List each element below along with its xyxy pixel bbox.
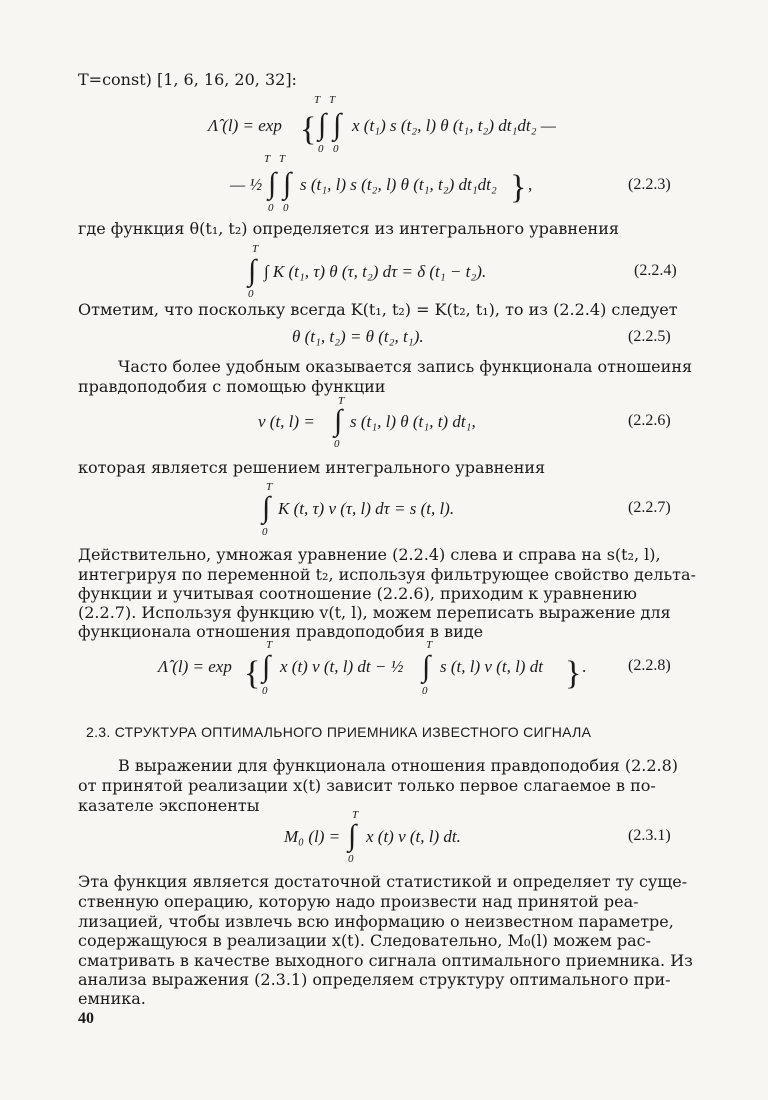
- paragraph-line: ственную операцию, которую надо произвести над принятой реа-: [78, 892, 639, 911]
- equation-number-2-2-4: (2.2.4): [634, 262, 677, 279]
- paragraph-line: емника.: [78, 989, 146, 1008]
- paragraph-line: (2.2.7). Используя функцию v(t, l), можем переписать выражение для: [78, 603, 671, 622]
- paragraph-line: от принятой реализации x(t) зависит только первое слагаемое в по-: [78, 776, 656, 795]
- svg-text:x (t₁) s (t₂, l) θ (t₁, t₂) dt: x (t₁) s (t₂, l) θ (t₁, t₂) dt₁dt₂ —: [352, 116, 556, 135]
- svg-text:0: 0: [334, 438, 340, 450]
- svg-text:∫: ∫: [333, 108, 342, 141]
- svg-text:0: 0: [422, 685, 428, 697]
- equation-number-2-2-6: (2.2.6): [628, 412, 671, 429]
- svg-text:T: T: [266, 639, 273, 651]
- svg-text:T: T: [264, 153, 271, 165]
- svg-text:s (t₁, l) s (t₂, l) θ (t₁, t₂): s (t₁, l) s (t₂, l) θ (t₁, t₂) dt₁dt₂: [300, 175, 497, 194]
- svg-text:∫: ∫: [318, 108, 327, 141]
- paragraph-line: В выражении для функционала отношения правдоподобия (2.2.8): [118, 756, 679, 775]
- paragraph-line: сматривать в качестве выходного сигнала оптимального приемника. Из: [78, 951, 693, 970]
- svg-text:.: .: [582, 657, 587, 676]
- svg-text:— ½: — ½: [230, 175, 263, 194]
- text-theta-definition: где функция θ(t₁, t₂) определяется из интегрального уравнения: [78, 219, 619, 238]
- svg-text:T: T: [279, 153, 286, 165]
- svg-text:0: 0: [262, 685, 268, 697]
- paragraph-line: лизацией, чтобы извлечь всю информацию о неизвестном параметре,: [78, 912, 674, 931]
- equation-2-2-4-text: ∫ K (t₁, τ) θ (τ, t₂) dτ = δ (t₁ − t₂).: [264, 262, 487, 281]
- svg-text:0: 0: [262, 526, 268, 538]
- svg-text:0: 0: [333, 143, 339, 155]
- svg-text:,: ,: [528, 175, 533, 194]
- paragraph-line: Эта функция является достаточной статистикой и определяет ту суще-: [78, 872, 688, 891]
- equation-number-2-3-1: (2.3.1): [628, 827, 671, 844]
- svg-text:0: 0: [318, 143, 324, 155]
- svg-text:0: 0: [283, 202, 289, 214]
- svg-text:∫: ∫: [422, 650, 431, 683]
- svg-text:{: {: [244, 655, 261, 692]
- svg-text:}: }: [510, 169, 527, 206]
- intro-line: T=const) [1, 6, 16, 20, 32]:: [78, 70, 297, 89]
- text-solution: которая является решением интегрального уравнения: [78, 458, 546, 477]
- section-heading: 2.3. СТРУКТУРА ОПТИМАЛЬНОГО ПРИЕМНИКА ИЗВЕСТНОГО СИГНАЛА: [86, 724, 592, 740]
- svg-text:0: 0: [248, 288, 254, 300]
- equation-2-2-5: θ (t₁, t₂) = θ (t₂, t₁).: [292, 327, 424, 346]
- svg-text:v (t, l) =: v (t, l) =: [258, 412, 315, 431]
- svg-text:{: {: [300, 111, 317, 148]
- svg-text:s (t, l) v (t, l) dt: s (t, l) v (t, l) dt: [440, 657, 543, 676]
- page-number: 40: [78, 1010, 94, 1027]
- svg-text:K (t, τ) v (τ, l) dτ = s (t, l: K (t, τ) v (τ, l) dτ = s (t, l).: [278, 499, 455, 518]
- svg-text:∫: ∫: [334, 404, 343, 437]
- svg-text:M₀ (l) =: M₀ (l) =: [284, 827, 341, 846]
- svg-text:x (t) v (t, l) dt.: x (t) v (t, l) dt.: [366, 827, 461, 846]
- svg-text:0: 0: [268, 202, 274, 214]
- paragraph-line: анализа выражения (2.3.1) определяем структуру оптимального при-: [78, 970, 671, 989]
- paragraph-line: казателе экспоненты: [78, 796, 260, 815]
- svg-text:∫: ∫: [348, 819, 357, 852]
- svg-text:∫: ∫: [248, 254, 257, 287]
- svg-text:∫: ∫: [268, 167, 277, 200]
- svg-text:T: T: [338, 395, 345, 407]
- paragraph-line: Часто более удобным оказывается запись функционала отношеиня: [118, 357, 693, 376]
- text-symmetry: Отметим, что поскольку всегда K(t₁, t₂) = K(t₂, t₁), то из (2.2.4) следует: [78, 300, 678, 319]
- svg-text:∫: ∫: [262, 650, 271, 683]
- equation-number-2-2-8: (2.2.8): [628, 657, 671, 674]
- equation-number-2-2-5: (2.2.5): [628, 328, 671, 345]
- svg-text:T: T: [352, 809, 359, 821]
- paragraph-line: Действительно, умножая уравнение (2.2.4) слева и справа на s(t₂, l),: [78, 545, 661, 564]
- svg-text:s (t₁, l) θ (t₁, t) dt₁,: s (t₁, l) θ (t₁, t) dt₁,: [350, 412, 476, 431]
- svg-text:T: T: [266, 481, 273, 493]
- paragraph-line: функции и учитывая соотношение (2.2.6), приходим к уравнению: [78, 584, 637, 603]
- equation-number-2-2-7: (2.2.7): [628, 499, 671, 516]
- svg-text:∫: ∫: [283, 167, 292, 200]
- svg-text:Λ̂ (l) = exp: Λ̂ (l) = exp: [208, 116, 282, 135]
- svg-text:Λ̂ (l) = exp: Λ̂ (l) = exp: [158, 657, 232, 676]
- paragraph-line: правдоподобия с помощью функции: [78, 377, 386, 396]
- svg-text:x (t) v (t, l) dt − ½: x (t) v (t, l) dt − ½: [280, 657, 404, 676]
- svg-text:T: T: [426, 639, 433, 651]
- paragraph-line: функционала отношения правдоподобия в виде: [78, 622, 484, 641]
- equation-number-2-2-3: (2.2.3): [628, 176, 671, 193]
- svg-text:}: }: [565, 655, 582, 692]
- svg-text:0: 0: [348, 853, 354, 865]
- svg-text:T: T: [329, 94, 336, 106]
- svg-text:∫: ∫: [262, 491, 271, 524]
- paragraph-line: содержащуюся в реализации x(t). Следовательно, M₀(l) можем рас-: [78, 931, 652, 950]
- paragraph-line: интегрируя по переменной t₂, используя фильтрующее свойство дельта-: [78, 565, 696, 584]
- svg-text:T: T: [314, 94, 321, 106]
- svg-text:T: T: [252, 243, 259, 255]
